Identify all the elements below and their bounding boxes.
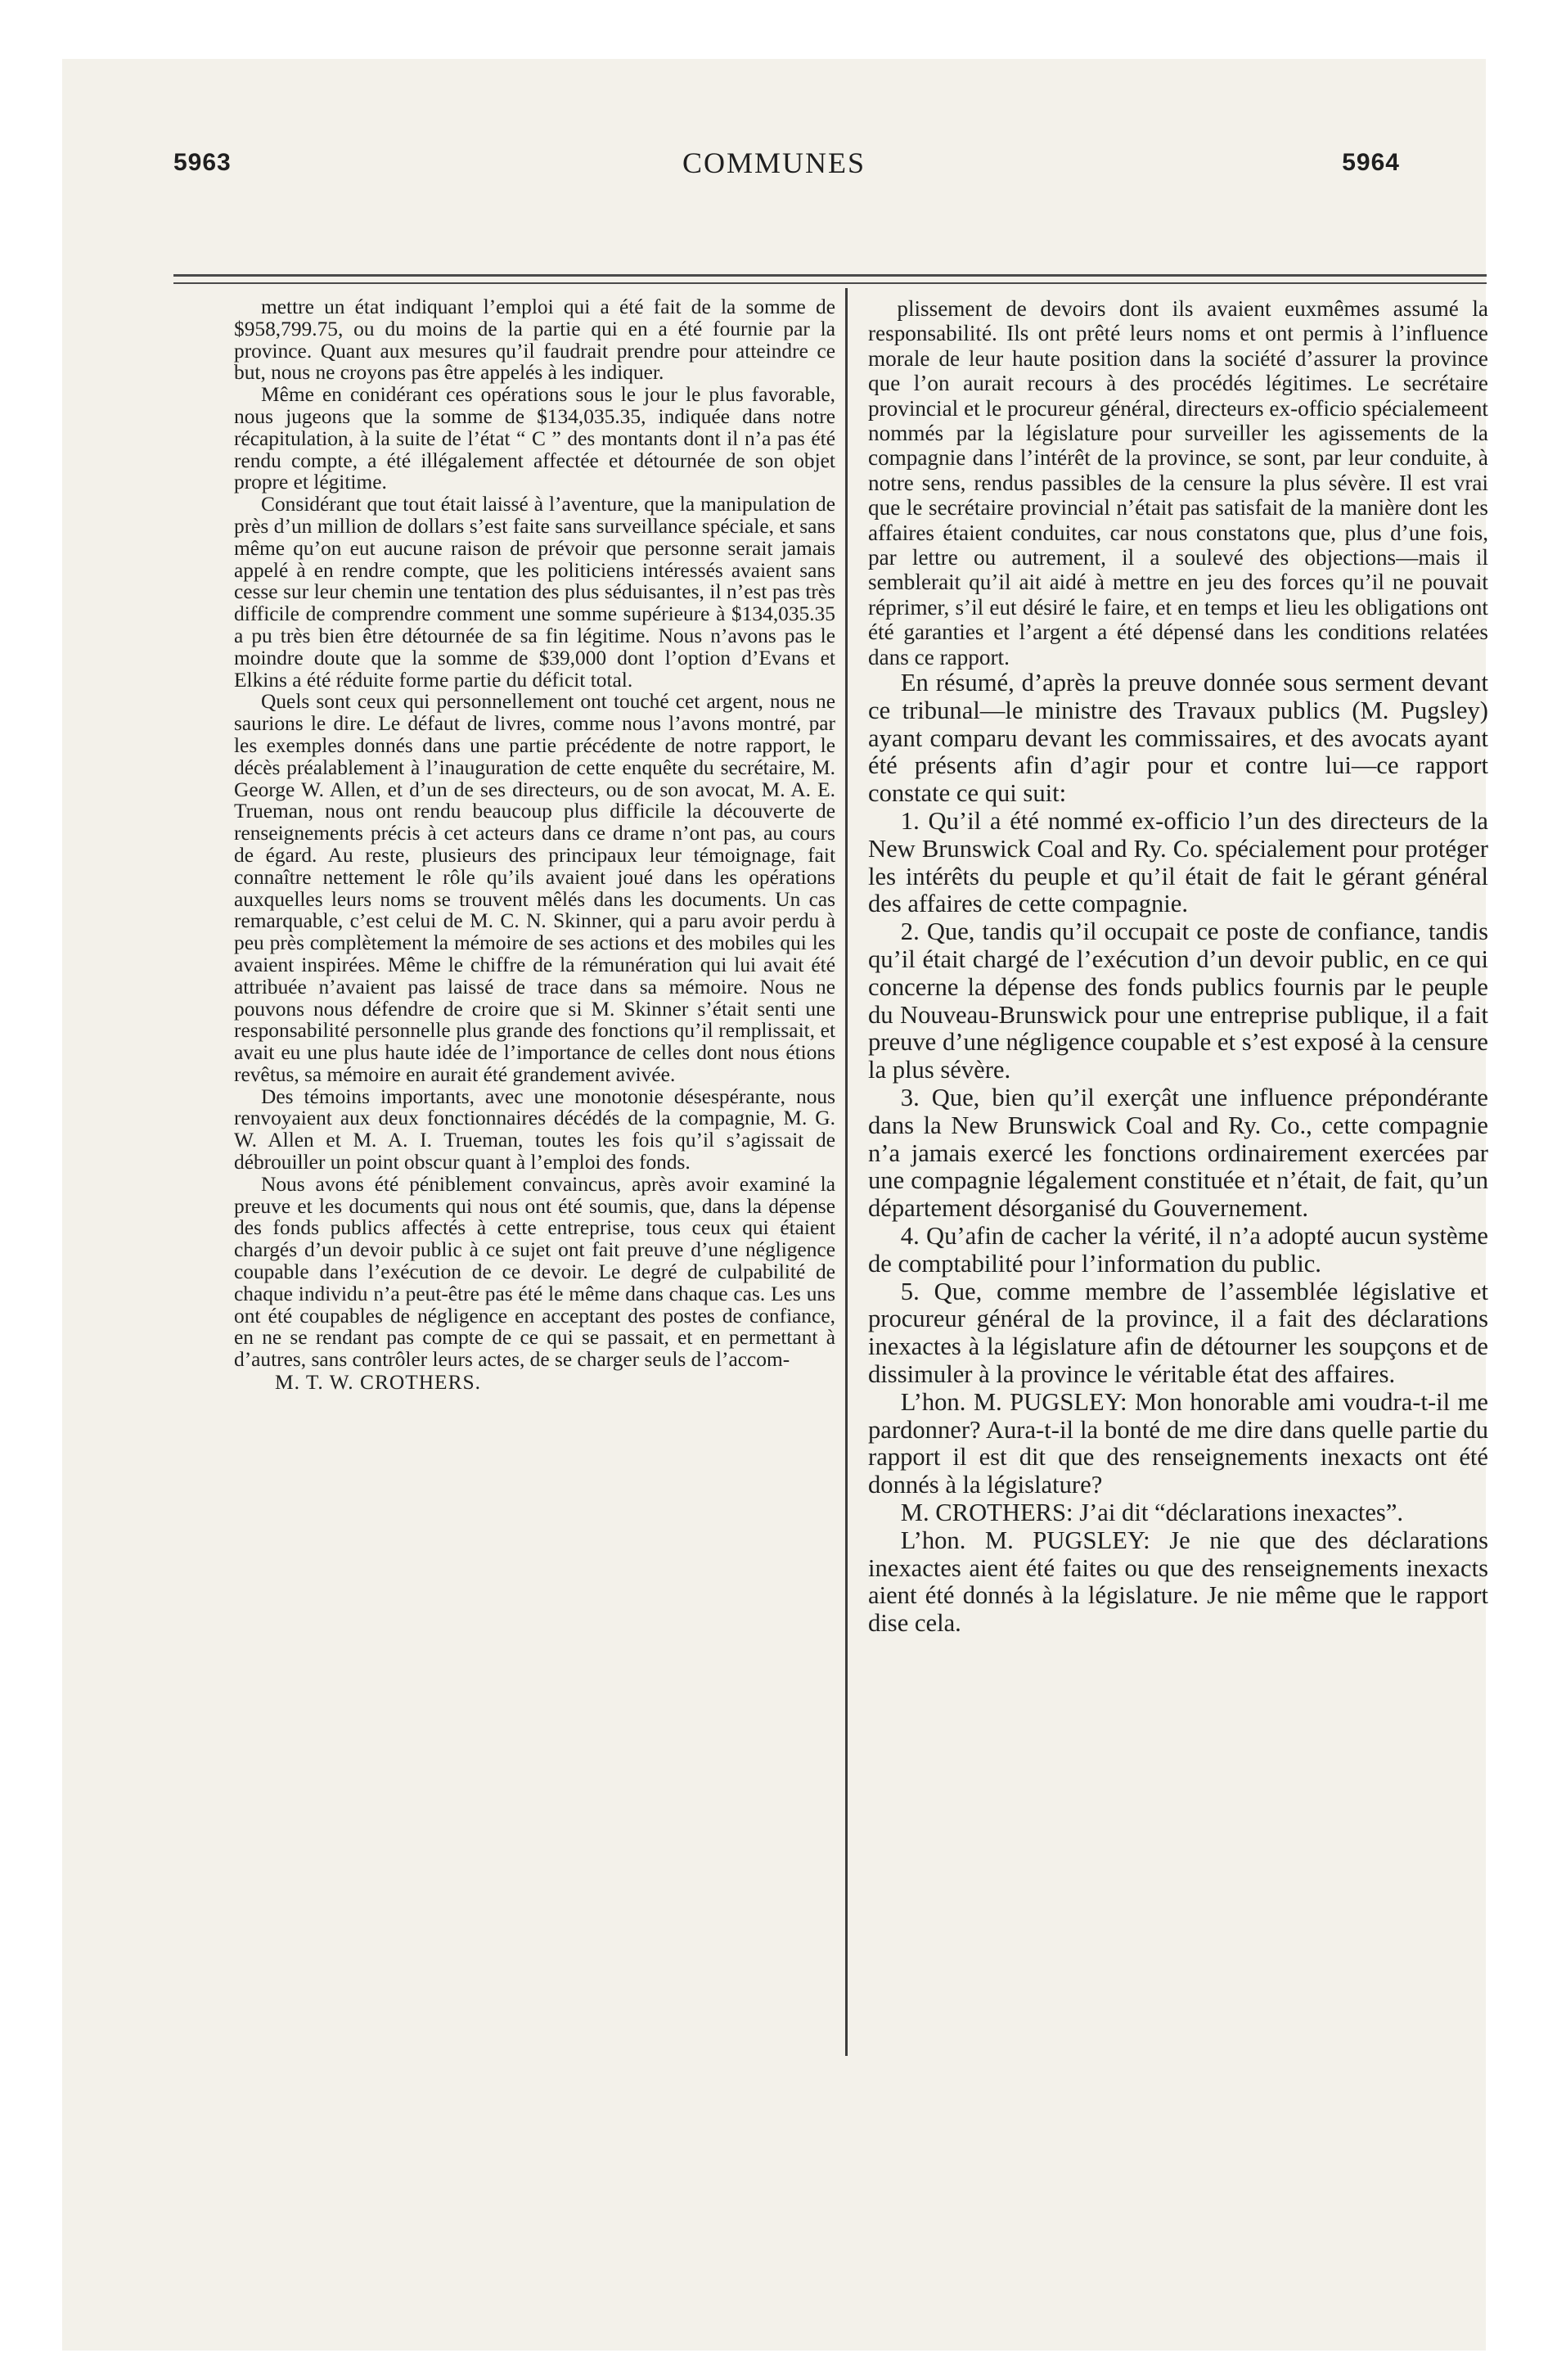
left-paragraph-5: Des témoins importants, avec une monotonie désespérante, nous renvoyaient aux deux fonctionnaires décédés de la compagnie, M. G. W. Allen et M. A. I. Trueman, toutes les fois qu’il s’agissait de débrouiller un point obscur quant à l’emploi des fonds. [234, 1084, 835, 1174]
right-paragraph-2: En résumé, d’après la preuve donnée sous serment devant ce tribunal—le ministre des Travaux publics (M. Pugsley) ayant comparu devant les commissaires, et des avocats ayant été présents afin d’agir pour et contre lui—ce rapport constate ce qui suit: [868, 669, 1488, 808]
crothers-reply: M. CROTHERS: J’ai dit “déclarations inexactes”. [900, 1499, 1404, 1526]
column-divider [845, 288, 848, 2056]
finding-2: 2. Que, tandis qu’il occupait ce poste de confiance, tandis qu’il était chargé de l’exécution d’un devoir public, en ce qui concerne la dépense des fonds publics fournis par le peuple du Nouveau-Brunswick pour une entreprise publique, il a fait preuve d’une négligence coupable et s’est exposé à la censure la plus sévère. [868, 917, 1488, 1084]
finding-5: 5. Que, comme membre de l’assemblée législative et procureur général de la province, il a fait des déclarations inexactes à la législature afin de détourner les soupçons et de dissimuler à la province le véritable état des affaires. [868, 1277, 1488, 1389]
left-paragraph-3: Considérant que tout était laissé à l’aventure, que la manipulation de près d’un million de dollars s’est faite sans surveillance spéciale, et sans même qu’on eut aucune raison de prévoir que personne serait jamais appelé à en rendre compte, que les politiciens intéressés avaient sans cesse sur leur chemin une tentation des plus séduisantes, il n’est pas très difficile de comprendre comment une somme supérieure à $134,035.35 a pu très bien être détournée de sa fin légitime. Nous n’avons pas le moindre doute que la somme de $39,000 dont l’option d’Evans et Elkins a été réduite forme partie du déficit total. [234, 493, 835, 692]
left-paragraph-4: Quels sont ceux qui personnellement ont touché cet argent, nous ne saurions le dire. Le défaut de livres, comme nous l’avons montré, par les exemples donnés dans une partie précédente de notre rapport, le décès préalablement à l’inauguration de cette enquête du secrétaire, M. George W. Allen, et d’un de ses directeurs, ou de son avocat, M. A. E. Trueman, nous ont rendu beaucoup plus difficile la découverte de renseignements précis à cet acteurs dans ce drame n’ont pas, au cours de égard. Au reste, plusieurs des principaux leur témoignage, fait connaître nettement le rôle qu’ils avaient joué dans les opérations auxquelles leurs noms se trouvent mêlés dans les documents. Un cas remarquable, c’est celui de M. C. N. Skinner, qui a paru avoir perdu à peu près complètement la mémoire de ses actions et des mobiles qui les avaient inspirées. Même le chiffre de la rémunération qui lui avait été attribuée n’avaient pas laissé de trace dans sa mémoire. Nous ne pouvons nous défendre de croire que si M. Skinner s’était senti une responsabilité personnelle plus grande des fonctions qu’il remplissait, et avait eu une plus haute idée de l’importance de celles dont nous étions revêtus, sa mémoire en aurait été grandement avivée. [234, 690, 835, 1086]
left-column [234, 296, 835, 1394]
right-paragraph-1: plissement de devoirs dont ils avaient euxmêmes assumé la responsabilité. Ils ont prêté leurs noms et ont permis à l’influence morale de leur haute position dans la société d’assurer la province que l’on aurait recours à des procédés légitimes. Le secrétaire provincial et le procureur général, directeurs ex-officio spécialemeent nommés par la législature pour surveiller les agissements de la compagnie dans l’intérêt de la province, se sont, par leur conduite, à notre sens, rendus passibles de la censure la plus sévère. Il est vrai que le secrétaire provincial n’était pas satisfait de la manière dont les affaires étaient conduites, car nous constatons que, plus d’une fois, par lettre ou autrement, il a soulevé des objections—mais il semblerait qu’il ait aidé à mettre en jeu des forces qu’il ne pouvait réprimer, s’il eut désiré le faire, et en temps et lieu les obligations ont été garanties et l’argent a été dépensé dans les conditions relatées dans ce rapport. [868, 296, 1488, 669]
pugsley-denial: L’hon. M. PUGSLEY: Je nie que des déclarations inexactes aient été faites ou que des renseignements inexacts aient été donnés à la législature. Je nie même que le rapport dise cela. [868, 1526, 1488, 1638]
left-paragraph-6: Nous avons été péniblement convaincus, après avoir examiné la preuve et les documents qui nous ont été soumis, que, dans la dépense des fonds publics affectés à cette entreprise, tous ceux qui étaient chargés d’un devoir public à ce sujet ont fait preuve d’une négligence coupable dans l’exécution de ce devoir. Le degré de culpabilité de chaque individu n’a peut-être pas été le même dans chaque cas. Les uns ont été coupables de négligence en acceptant des postes de confiance, en ne se rendant pas compte de ce qui se passait, et en permettant à d’autres, sans contrôler leurs actes, de se charger seuls de l’accom- [234, 1172, 835, 1372]
header-rule-bottom [173, 282, 1487, 284]
pugsley-question: L’hon. M. PUGSLEY: Mon honorable ami voudra-t-il me pardonner? Aura-t-il la bonté de me dire dans quelle partie du rapport il est dit que des renseignements inexacts ont été donnés à la législature? [868, 1387, 1488, 1499]
left-paragraph-2: Même en conidérant ces opérations sous le jour le plus favorable, nous jugeons que la somme de $134,035.35, indiquée dans notre récapitulation, à la suite de l’état “ C ” des montants dont il n’a pas été rendu compte, a été illégalement affectée et détournée de son objet propre et légitime. [234, 383, 835, 494]
running-head-title: COMMUNES [682, 146, 866, 179]
right-column [868, 296, 1488, 1638]
signature: M. T. W. CROTHERS. [275, 1371, 481, 1395]
finding-1: 1. Qu’il a été nommé ex-officio l’un des directeurs de la New Brunswick Coal and Ry. Co. spécialement pour protéger les intérêts du peuple et qu’il était de fait le gérant général des affaires de cette compagnie. [868, 807, 1488, 918]
finding-3: 3. Que, bien qu’il exerçât une influence prépondérante dans la New Brunswick Coal and Ry. Co., cette compagnie n’a jamais exercé les fonctions ordinairement exercées par une compagnie légalement constituée et n’était, de fait, qu’un département désorganisé du Gouvernement. [868, 1084, 1488, 1223]
header-rule-top [173, 274, 1487, 277]
left-paragraph-1: mettre un état indiquant l’emploi qui a été fait de la somme de $958,799.75, ou du moins de la partie qui en a été fournie par la province. Quant aux mesures qu’il faudrait prendre pour atteindre ce but, nous ne croyons pas être appelés à les indiquer. [234, 295, 835, 385]
finding-4: 4. Qu’afin de cacher la vérité, il n’a adopté aucun système de comptabilité pour l’information du public. [868, 1222, 1488, 1278]
page-number-right: 5964 [1342, 149, 1400, 176]
page-number-left: 5963 [173, 149, 232, 176]
scanned-page [62, 59, 1486, 2351]
